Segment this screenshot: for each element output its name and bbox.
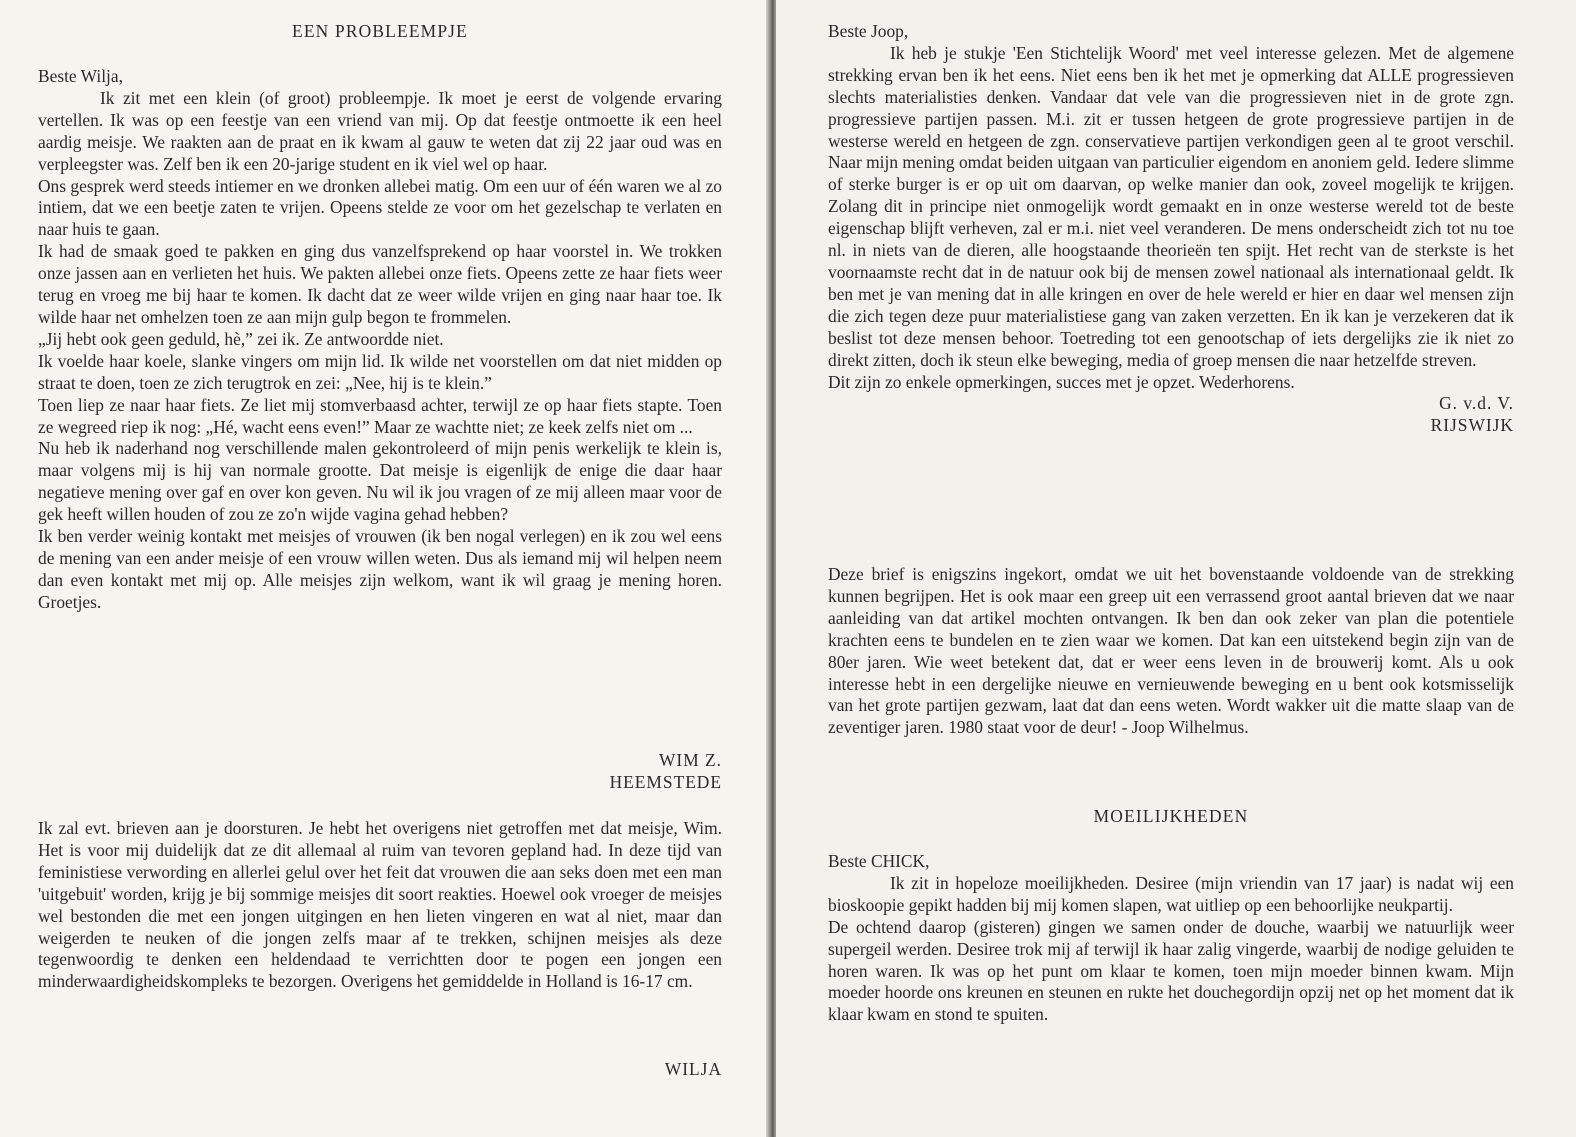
left-title: EEN PROBLEEMPJE	[292, 21, 468, 41]
letter-chick-paragraph: De ochtend daarop (gisteren) gingen we samen onder de douche, waarbij we natuurlijk weer supergeil werden. Desiree trok mij af terwijl ik haar zalig vingerde, waarbij de nodige geluiden te horen waren. Ik was op het punt om klaar te komen, toen mijn moeder binnen kwam. Mijn moeder hoorde ons kreunen en steunen en rukte het douchegordijn opzij net op het moment dat ik klaar kwam en stond te spuiten.	[828, 916, 1514, 1025]
letter-wim	[38, 66, 722, 614]
reply-wilja-signature-block	[38, 1059, 722, 1081]
left-page	[0, 0, 768, 1137]
letter-wim-paragraph: Ons gesprek werd steeds intiemer en we dronken allebei matig. Om een uur of één waren we al zo intiem, dat we een beetje zaten te vrijen. Opeens stelde ze voor om het gezelschap te verlaten en naar huis te gaan.	[38, 175, 722, 240]
right-page	[776, 0, 1576, 1137]
reply-wilja-text: Ik zal evt. brieven aan je doorsturen. Je hebt het overigens niet getroffen met dat meisje, Wim. Het is voor mij duidelijk dat ze dit allemaal al ruim van tevoren gepland had. In deze tijd van feministiese verwording en allerlei gelul over het feit dat vrouwen die aan seks doen met een man 'uitgebuit' worden, krijg je bij sommige meisjes dit soort reakties. Hoewel ook vroeger de meisjes wel bestonden die met een jongen uitgingen en hen lieten vingeren en wat al niet, maar dan weigerden te neuken of die jongen zelfs maar af te trekken, schijnen meisjes als deze tegenwoordig te denken een heldendaad te verrichtten door te pogen een jongen een minderwaardigheidskompleks te bezorgen. Overigens het gemiddelde in Holland is 16-17 cm.	[38, 818, 722, 992]
letter-joop	[828, 21, 1514, 437]
letter-wim-paragraph: Ik had de smaak goed te pakken en ging dus vanzelfsprekend op haar voorstel in. We trokken onze jassen aan en verlieten het huis. We pakten allebei onze fiets. Opeens zette ze haar fiets weer terug en vroeg me bij haar te komen. Ik dacht dat ze weer wilde vrijen en ging naar haar toe. Ik wilde haar net omhelzen toen ze aan mijn gulp begon te frommelen.	[38, 241, 722, 327]
letter-wim-signature	[38, 750, 722, 794]
letter-joop-paragraph: Dit zijn zo enkele opmerkingen, succes met je opzet. Wederhorens.	[828, 371, 1295, 392]
section-title: MOEILIJKHEDEN	[1093, 806, 1249, 826]
letter-chick-paragraph: Ik zit in hopeloze moeilijkheden. Desiree (mijn vriendin van 17 jaar) is nadat wij een bioskoopie gepikt hadden bij mij komen slapen, wat uitliep op een behoorlijke neukpartij.	[828, 872, 1514, 915]
signature-name: WIM Z.	[659, 750, 722, 770]
letter-wim-paragraph: Ik zit met een klein (of groot) probleempje. Ik moet je eerst de volgende ervaring vertellen. Ik was op een feestje van een vriend van mij. Op dat feestje ontmoette ik een heel aardig meisje. We raakten aan de praat en ik kwam al gauw te weten dat zij 22 jaar oud was en verpleegster was. Zelf ben ik een 20-jarige student en ik viel wel op haar.	[38, 87, 722, 174]
letter-chick	[828, 851, 1514, 1026]
section-moeilijkheden-title	[828, 806, 1514, 828]
signature-place: RIJSWIJK	[1430, 415, 1514, 436]
letter-wim-paragraph: Ik ben verder weinig kontakt met meisjes of vrouwen (ik ben nogal verlegen) en ik zou wel eens de mening van een ander meisje of een vrouw willen weten. Dus als iemand mij wil helpen neem dan even kontakt met mij op. Alle meisjes zijn welkom, want ik wil graag je mening horen. Groetjes.	[38, 526, 722, 612]
letter-wim-paragraph: Toen liep ze naar haar fiets. Ze liet mij stomverbaasd achter, terwijl ze op haar fiets stapte. Toen ze wegreed riep ik nog: „Hé, wacht eens even!” Maar ze wachtte niet; ze keek zelfs niet om ...	[38, 394, 722, 437]
reply-wilja-signature: WILJA	[664, 1059, 722, 1079]
letter-joop-paragraph: Ik heb je stukje 'Een Stichtelijk Woord' met veel interesse gelezen. Met de algemene strekking ervan ben ik het eens. Niet eens ben ik het met je opmerking dat ALLE progressieven slechts materialisties denken. Vandaar dat vele van die progressieven niet in de grote zgn. progressieve partijen passen. M.i. zit er tussen hetgeen de grote progressieve partijen in de westerse wereld en hetgeen de zgn. conservatieve partijen verkondigen geen al te groot verschil. Naar mijn mening omdat beiden uitgaan van particulier eigendom en anoniem geld. Iedere slimme of sterke burger is er op uit om daarvan, op welke manier dan ook, zoveel mogelijk te krijgen. Zolang dit in principe niet onmogelijk wordt gemaakt en in onze westerse wereld tot de beste eigenschap blijft verheven, zal er m.i. niet veel veranderen. De mens onderscheidt zich tot nu toe nl. in niets van de dieren, alle hoogstaande theorieën ten spijt. Het recht van de sterkste is het voornaamste recht dat in de natuur ook bij de mensen zowel nationaal als internationaal geldt. Ik ben met je van mening dat in alle kringen en over de hele wereld er hier en daar wel mensen zijn die zich tegen deze puur materialistiese gang van zaken verzetten. En ik kan je verzekeren dat ik beslist tot deze mensen behoor. Toetreding tot een genootschap of iets dergelijks zie ik niet zo direkt zitten, doch ik steun elke beweging, media of groep mensen die naar hetzelfde streven.	[828, 42, 1514, 370]
letter-wim-paragraph: Nu heb ik naderhand nog verschillende malen gekontroleerd of mijn penis werkelijk te klein is, maar volgens mij is hij van normale grootte. Dat meisje is eigenlijk de enige die daar haar negatieve mening over gaf en over kon geven. Nu wil ik jou vragen of ze mij alleen maar voor de gek heeft willen houden of zou ze zo'n wijde vagina gehad hebben?	[38, 438, 722, 525]
letter-wim-salutation: Beste Wilja,	[38, 66, 123, 86]
signature-name: G. v.d. V.	[1439, 393, 1514, 414]
letter-wim-paragraph: „Jij hebt ook geen geduld, hè,” zei ik. Ze antwoordde niet.	[38, 328, 444, 349]
letter-joop-salutation: Beste Joop,	[828, 21, 909, 41]
left-title-block	[38, 21, 722, 43]
letter-wim-paragraph: Ik voelde haar koele, slanke vingers om mijn lid. Ik wilde net voorstellen om dat niet midden op straat te doen, toen ze zich terugtrok en zei: „Nee, hij is te klein.”	[38, 350, 722, 393]
reply-joop	[828, 564, 1514, 739]
reply-joop-text: Deze brief is enigszins ingekort, omdat we uit het bovenstaande voldoende van de strekking kunnen begrijpen. Het is ook maar een greep uit een verrassend groot aantal brieven dat we naar aanleiding van dat artikel mochten ontvangen. Ik ben dan ook zeker van plan die potentiele krachten eens te bundelen en te zien waar we komen. Dat kan een uitstekend begin zijn van de 80er jaren. Wie weet betekent dat, dat er weer eens leven in de brouwerij komt. Als u ook interesse hebt in een dergelijke nieuwe en vernieuwende beweging en u bent ook kotsmisselijk van het grote partijen gezwam, laat dat dan eens weten. Wordt wakker uit die matte slaap van de zeventiger jaren. 1980 staat voor de deur! - Joop Wilhelmus.	[828, 564, 1514, 738]
signature-place: HEEMSTEDE	[609, 771, 722, 792]
reply-wilja	[38, 818, 722, 993]
letter-chick-salutation: Beste CHICK,	[828, 851, 930, 871]
